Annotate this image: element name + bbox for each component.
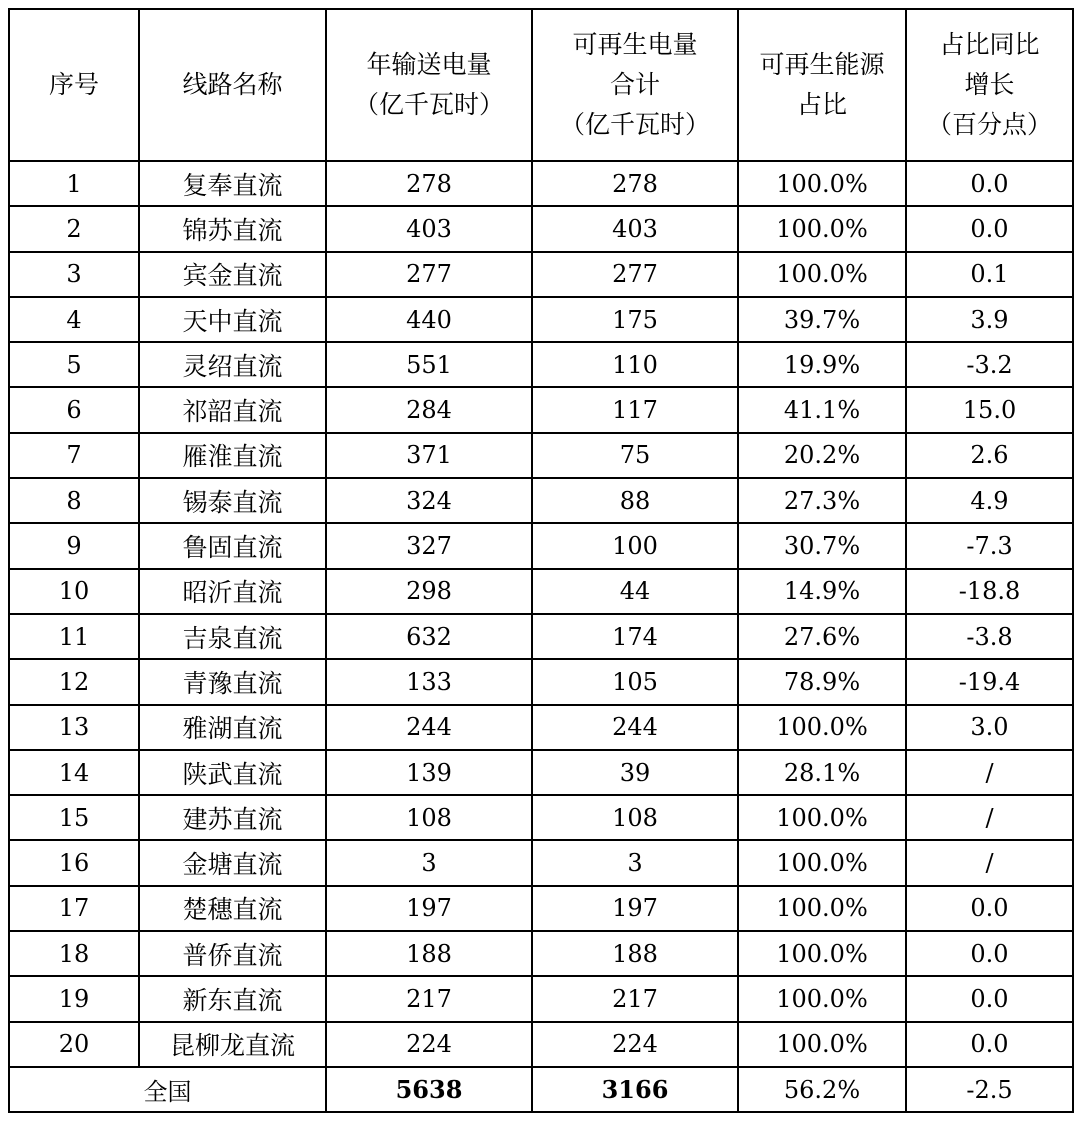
cell-seq: 14 [9, 750, 139, 795]
cell-renewable: 117 [532, 387, 738, 432]
cell-seq: 1 [9, 161, 139, 206]
cell-yoy: 3.9 [906, 297, 1073, 342]
header-share-yoy-growth: 占比同比 增长 （百分点） [906, 9, 1073, 161]
transmission-table [8, 8, 1074, 1113]
table-row [9, 886, 1073, 931]
cell-annual: 440 [326, 297, 532, 342]
cell-seq: 7 [9, 433, 139, 478]
cell-annual: 278 [326, 161, 532, 206]
cell-share: 30.7% [738, 523, 906, 568]
cell-share: 27.6% [738, 614, 906, 659]
total-row [9, 1067, 1073, 1112]
table-row [9, 659, 1073, 704]
cell-line-name: 新东直流 [139, 976, 326, 1021]
cell-share: 100.0% [738, 795, 906, 840]
cell-yoy: 15.0 [906, 387, 1073, 432]
cell-annual: 551 [326, 342, 532, 387]
table-row [9, 569, 1073, 614]
cell-yoy: 0.0 [906, 976, 1073, 1021]
cell-renewable: 110 [532, 342, 738, 387]
cell-annual: 139 [326, 750, 532, 795]
cell-yoy: -7.3 [906, 523, 1073, 568]
cell-annual: 284 [326, 387, 532, 432]
cell-share: 100.0% [738, 161, 906, 206]
table-row [9, 387, 1073, 432]
cell-share: 39.7% [738, 297, 906, 342]
cell-seq: 10 [9, 569, 139, 614]
cell-share: 100.0% [738, 976, 906, 1021]
cell-annual: 188 [326, 931, 532, 976]
cell-share: 100.0% [738, 206, 906, 251]
cell-renewable: 88 [532, 478, 738, 523]
cell-share: 14.9% [738, 569, 906, 614]
table-row [9, 1022, 1073, 1067]
cell-yoy: -3.8 [906, 614, 1073, 659]
table-header [9, 9, 1073, 161]
table-body [9, 161, 1073, 1067]
cell-annual: 217 [326, 976, 532, 1021]
cell-line-name: 普侨直流 [139, 931, 326, 976]
cell-seq: 15 [9, 795, 139, 840]
cell-renewable: 100 [532, 523, 738, 568]
cell-renewable: 278 [532, 161, 738, 206]
cell-renewable: 217 [532, 976, 738, 1021]
table-row [9, 976, 1073, 1021]
cell-annual: 632 [326, 614, 532, 659]
cell-line-name: 灵绍直流 [139, 342, 326, 387]
table-row [9, 840, 1073, 885]
header-seq: 序号 [9, 9, 139, 161]
cell-seq: 11 [9, 614, 139, 659]
table-row [9, 931, 1073, 976]
table-row [9, 523, 1073, 568]
cell-yoy: / [906, 750, 1073, 795]
cell-yoy: 2.6 [906, 433, 1073, 478]
cell-yoy: -18.8 [906, 569, 1073, 614]
cell-annual: 133 [326, 659, 532, 704]
cell-seq: 20 [9, 1022, 139, 1067]
table-row [9, 478, 1073, 523]
cell-yoy: 4.9 [906, 478, 1073, 523]
cell-renewable: 108 [532, 795, 738, 840]
cell-share: 100.0% [738, 1022, 906, 1067]
table-row [9, 705, 1073, 750]
cell-line-name: 陕武直流 [139, 750, 326, 795]
cell-yoy: 0.0 [906, 206, 1073, 251]
header-renewable-total: 可再生电量 合计 （亿千瓦时） [532, 9, 738, 161]
total-label: 全国 [9, 1067, 326, 1112]
cell-line-name: 雁淮直流 [139, 433, 326, 478]
cell-share: 78.9% [738, 659, 906, 704]
cell-renewable: 188 [532, 931, 738, 976]
cell-annual: 244 [326, 705, 532, 750]
cell-yoy: 0.0 [906, 1022, 1073, 1067]
total-share: 56.2% [738, 1067, 906, 1112]
cell-seq: 8 [9, 478, 139, 523]
cell-annual: 327 [326, 523, 532, 568]
cell-renewable: 277 [532, 252, 738, 297]
cell-yoy: 0.1 [906, 252, 1073, 297]
cell-annual: 371 [326, 433, 532, 478]
table-row [9, 342, 1073, 387]
cell-seq: 12 [9, 659, 139, 704]
cell-seq: 16 [9, 840, 139, 885]
cell-line-name: 昭沂直流 [139, 569, 326, 614]
table-row [9, 433, 1073, 478]
total-renewable: 3166 [532, 1067, 738, 1112]
cell-yoy: / [906, 840, 1073, 885]
table-footer [9, 1067, 1073, 1112]
cell-line-name: 青豫直流 [139, 659, 326, 704]
cell-seq: 17 [9, 886, 139, 931]
cell-seq: 2 [9, 206, 139, 251]
cell-annual: 403 [326, 206, 532, 251]
cell-yoy: 0.0 [906, 886, 1073, 931]
cell-yoy: -3.2 [906, 342, 1073, 387]
header-annual-transmission: 年输送电量 （亿千瓦时） [326, 9, 532, 161]
table-row [9, 297, 1073, 342]
cell-line-name: 锦苏直流 [139, 206, 326, 251]
table-row [9, 614, 1073, 659]
cell-renewable: 75 [532, 433, 738, 478]
cell-line-name: 复奉直流 [139, 161, 326, 206]
cell-yoy: 3.0 [906, 705, 1073, 750]
table-row [9, 161, 1073, 206]
cell-line-name: 锡泰直流 [139, 478, 326, 523]
table-row [9, 252, 1073, 297]
cell-share: 27.3% [738, 478, 906, 523]
cell-seq: 4 [9, 297, 139, 342]
cell-line-name: 宾金直流 [139, 252, 326, 297]
cell-renewable: 244 [532, 705, 738, 750]
cell-yoy: / [906, 795, 1073, 840]
cell-renewable: 105 [532, 659, 738, 704]
cell-annual: 224 [326, 1022, 532, 1067]
cell-annual: 197 [326, 886, 532, 931]
cell-seq: 5 [9, 342, 139, 387]
cell-yoy: -19.4 [906, 659, 1073, 704]
cell-annual: 3 [326, 840, 532, 885]
cell-line-name: 天中直流 [139, 297, 326, 342]
cell-share: 100.0% [738, 840, 906, 885]
header-renewable-share: 可再生能源 占比 [738, 9, 906, 161]
cell-share: 19.9% [738, 342, 906, 387]
cell-share: 20.2% [738, 433, 906, 478]
cell-share: 100.0% [738, 886, 906, 931]
cell-line-name: 建苏直流 [139, 795, 326, 840]
cell-annual: 298 [326, 569, 532, 614]
cell-share: 100.0% [738, 931, 906, 976]
total-annual: 5638 [326, 1067, 532, 1112]
cell-annual: 277 [326, 252, 532, 297]
cell-share: 41.1% [738, 387, 906, 432]
cell-share: 100.0% [738, 252, 906, 297]
cell-annual: 108 [326, 795, 532, 840]
table-row [9, 750, 1073, 795]
cell-annual: 324 [326, 478, 532, 523]
cell-seq: 3 [9, 252, 139, 297]
cell-yoy: 0.0 [906, 931, 1073, 976]
cell-share: 100.0% [738, 705, 906, 750]
cell-renewable: 403 [532, 206, 738, 251]
cell-line-name: 吉泉直流 [139, 614, 326, 659]
cell-seq: 9 [9, 523, 139, 568]
cell-seq: 6 [9, 387, 139, 432]
cell-renewable: 3 [532, 840, 738, 885]
table-row [9, 206, 1073, 251]
cell-line-name: 祁韶直流 [139, 387, 326, 432]
total-yoy: -2.5 [906, 1067, 1073, 1112]
cell-yoy: 0.0 [906, 161, 1073, 206]
header-line-name: 线路名称 [139, 9, 326, 161]
cell-share: 28.1% [738, 750, 906, 795]
header-row [9, 9, 1073, 161]
cell-line-name: 金塘直流 [139, 840, 326, 885]
cell-seq: 13 [9, 705, 139, 750]
cell-renewable: 44 [532, 569, 738, 614]
cell-seq: 19 [9, 976, 139, 1021]
cell-renewable: 197 [532, 886, 738, 931]
cell-renewable: 39 [532, 750, 738, 795]
cell-line-name: 雅湖直流 [139, 705, 326, 750]
cell-line-name: 昆柳龙直流 [139, 1022, 326, 1067]
table-row [9, 795, 1073, 840]
cell-seq: 18 [9, 931, 139, 976]
cell-line-name: 鲁固直流 [139, 523, 326, 568]
cell-renewable: 175 [532, 297, 738, 342]
cell-line-name: 楚穗直流 [139, 886, 326, 931]
cell-renewable: 174 [532, 614, 738, 659]
cell-renewable: 224 [532, 1022, 738, 1067]
